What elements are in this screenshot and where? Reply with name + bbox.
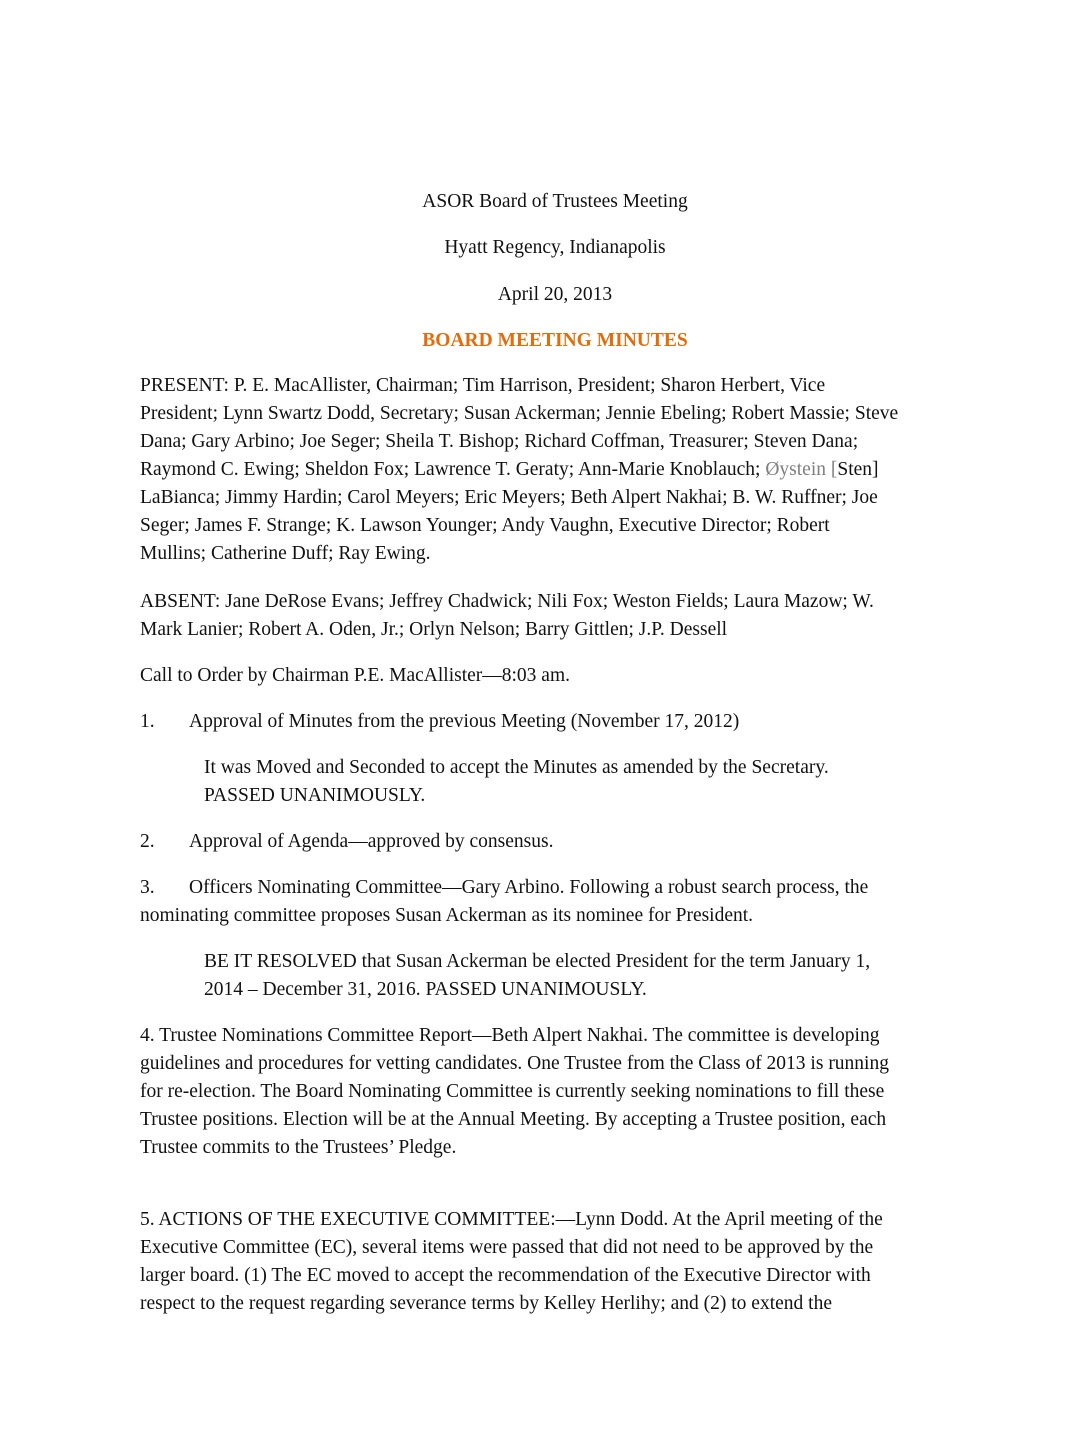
call-to-order	[140, 662, 1000, 690]
present-line: President; Lynn Swartz Dodd, Secretary; Susan Ackerman; Jennie Ebeling; Robert Massie; Steve	[140, 403, 899, 424]
present-line-text: Sten]	[837, 459, 879, 480]
meeting-date: April 20, 2013	[497, 284, 613, 305]
meeting-venue: Hyatt Regency, Indianapolis	[444, 237, 666, 258]
item-4-line: guidelines and procedures for vetting candidates. One Trustee from the Class of 2013 is running	[140, 1053, 889, 1074]
item-4-line: Trustee positions. Election will be at the Annual Meeting. By accepting a Trustee position, each	[140, 1109, 887, 1130]
item-number: 3.	[140, 877, 155, 898]
agenda-item-4	[140, 1022, 1000, 1162]
agenda-item-2	[140, 828, 1000, 856]
item-5-line: larger board. (1) The EC moved to accept the recommendation of the Executive Director with	[140, 1265, 871, 1286]
absent-line: ABSENT: Jane DeRose Evans; Jeffrey Chadwick; Nili Fox; Weston Fields; Laura Mazow; W.	[140, 591, 874, 612]
item-4-line: 4. Trustee Nominations Committee Report—Beth Alpert Nakhai. The committee is developing	[140, 1025, 880, 1046]
present-line: LaBianca; Jimmy Hardin; Carol Meyers; Eric Meyers; Beth Alpert Nakhai; B. W. Ruffner; Joe	[140, 487, 878, 508]
resolution-line: BE IT RESOLVED that Susan Ackerman be elected President for the term January 1,	[204, 951, 871, 972]
item-3-resolution	[204, 948, 984, 1004]
present-line: Mullins; Catherine Duff; Ray Ewing.	[140, 543, 431, 564]
item-4-line: for re-election. The Board Nominating Committee is currently seeking nominations to fill these	[140, 1081, 885, 1102]
item-title: Approval of Minutes from the previous Meeting (November 17, 2012)	[189, 711, 740, 732]
present-line-text: Raymond C. Ewing; Sheldon Fox; Lawrence T. Geraty; Ann-Marie Knoblauch;	[140, 459, 766, 480]
item-number: 2.	[140, 831, 155, 852]
resolution-line: 2014 – December 31, 2016. PASSED UNANIMOUSLY.	[204, 979, 647, 1000]
item-1-motion	[204, 754, 984, 810]
item-4-line: Trustee commits to the Trustees’ Pledge.	[140, 1137, 457, 1158]
item-5-line: Executive Committee (EC), several items were passed that did not need to be approved by the	[140, 1237, 874, 1258]
item-text: Officers Nominating Committee—Gary Arbino. Following a robust search process, the	[189, 877, 869, 898]
item-5-line: respect to the request regarding severance terms by Kelley Herlihy; and (2) to extend the	[140, 1293, 832, 1314]
item-title: Approval of Agenda—approved by consensus.	[189, 831, 554, 852]
document-title: ASOR Board of Trustees Meeting	[422, 191, 688, 212]
minutes-heading: BOARD MEETING MINUTES	[422, 330, 688, 351]
motion-line: It was Moved and Seconded to accept the Minutes as amended by the Secretary.	[204, 757, 829, 778]
absent-paragraph	[140, 588, 1000, 644]
motion-line: PASSED UNANIMOUSLY.	[204, 785, 426, 806]
present-line: PRESENT: P. E. MacAllister, Chairman; Tim Harrison, President; Sharon Herbert, Vice	[140, 375, 826, 396]
present-paragraph	[140, 372, 1000, 568]
item-number: 1.	[140, 711, 155, 732]
present-line	[140, 456, 1000, 484]
agenda-item-3	[140, 874, 1000, 930]
call-to-order-text: Call to Order by Chairman P.E. MacAllister—8:03 am.	[140, 665, 571, 686]
item-5-line: 5. ACTIONS OF THE EXECUTIVE COMMITTEE:—Lynn Dodd. At the April meeting of the	[140, 1209, 883, 1230]
present-line: Seger; James F. Strange; K. Lawson Younger; Andy Vaughn, Executive Director; Robert	[140, 515, 830, 536]
item-text: nominating committee proposes Susan Ackerman as its nominee for President.	[140, 905, 754, 926]
present-gray-name: Øystein [	[765, 459, 838, 480]
agenda-item-1	[140, 708, 1000, 736]
present-line: Dana; Gary Arbino; Joe Seger; Sheila T. Bishop; Richard Coffman, Treasurer; Steven Dana;	[140, 431, 859, 452]
absent-line: Mark Lanier; Robert A. Oden, Jr.; Orlyn Nelson; Barry Gittlen; J.P. Dessell	[140, 619, 728, 640]
agenda-item-5	[140, 1206, 1000, 1318]
